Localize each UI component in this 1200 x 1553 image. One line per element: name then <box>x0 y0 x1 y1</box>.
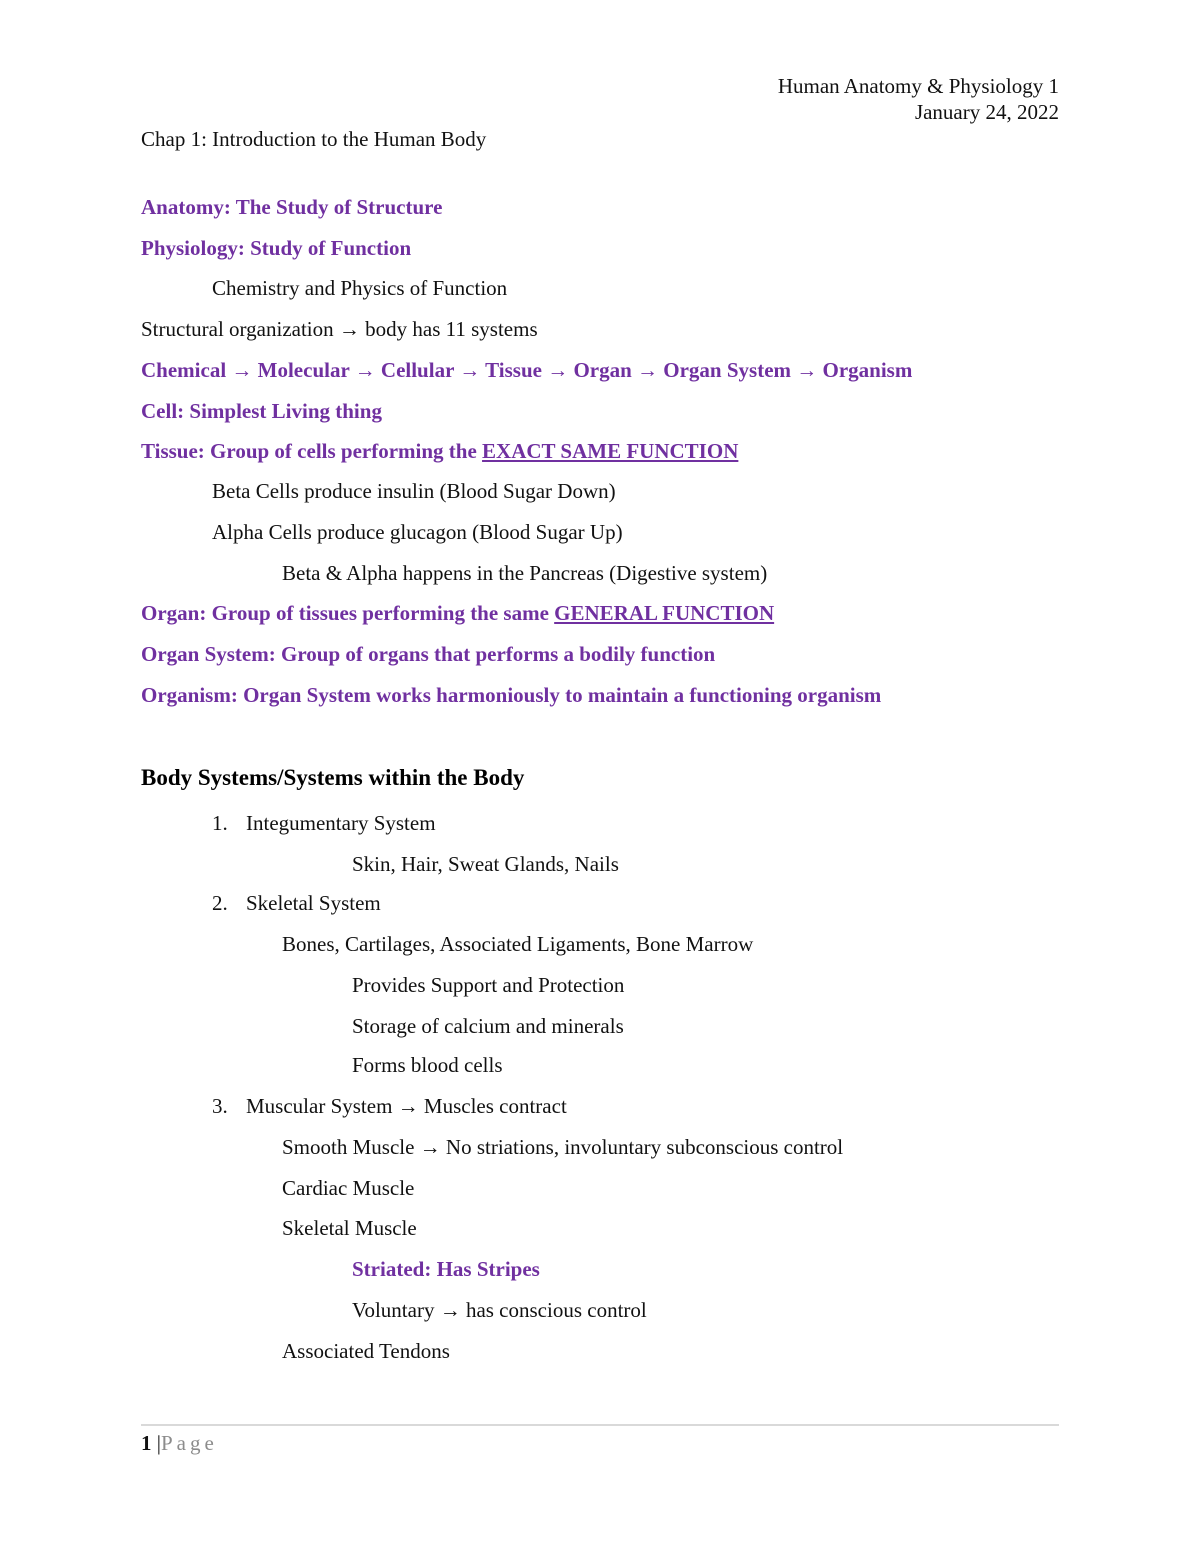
organ-definition <box>141 600 774 626</box>
footer-divider <box>141 1424 1059 1426</box>
tissue-definition <box>141 438 738 464</box>
footer-separator: | <box>156 1431 161 1455</box>
list-subitem: Smooth Muscle → No striations, involuntary subconscious control <box>282 1135 844 1159</box>
beta-cells-note: Beta Cells produce insulin (Blood Sugar Down) <box>212 479 616 503</box>
list-subitem: Associated Tendons <box>282 1339 450 1363</box>
list-subitem: Voluntary → has conscious control <box>352 1298 647 1322</box>
page-label: Page <box>160 1431 218 1455</box>
list-title: Integumentary System <box>246 811 436 835</box>
tissue-emphasis: EXACT SAME FUNCTION <box>482 439 739 463</box>
list-subitem: Provides Support and Protection <box>352 973 625 997</box>
organization-levels: Chemical → Molecular → Cellular → Tissue → Organ → Organ System → Organism <box>141 358 913 382</box>
header-date: January 24, 2022 <box>914 100 1059 124</box>
list-subitem: Forms blood cells <box>352 1053 503 1077</box>
cell-definition: Cell: Simplest Living thing <box>141 399 382 423</box>
systems-heading: Body Systems/Systems within the Body <box>141 765 525 790</box>
page-number: 1 <box>141 1431 152 1455</box>
list-title: Muscular System → Muscles contract <box>246 1094 567 1118</box>
list-number: 2. <box>212 891 228 915</box>
physiology-definition: Physiology: Study of Function <box>141 236 412 260</box>
list-subitem: Skin, Hair, Sweat Glands, Nails <box>352 852 619 876</box>
list-title: Skeletal System <box>246 891 381 915</box>
chem-phys-note: Chemistry and Physics of Function <box>212 276 508 300</box>
list-subitem: Storage of calcium and minerals <box>352 1014 624 1038</box>
organ-system-definition: Organ System: Group of organs that performs a bodily function <box>141 642 716 666</box>
list-number: 3. <box>212 1094 228 1118</box>
pancreas-note: Beta & Alpha happens in the Pancreas (Digestive system) <box>282 561 768 585</box>
organism-definition: Organism: Organ System works harmoniously to maintain a functioning organism <box>141 683 882 707</box>
list-subitem: Bones, Cartilages, Associated Ligaments, Bone Marrow <box>282 932 754 956</box>
page-footer <box>141 1431 218 1456</box>
anatomy-definition: Anatomy: The Study of Structure <box>141 195 443 219</box>
list-subitem: Cardiac Muscle <box>282 1176 415 1200</box>
organ-emphasis: GENERAL FUNCTION <box>554 601 775 625</box>
alpha-cells-note: Alpha Cells produce glucagon (Blood Sugar Up) <box>212 520 623 544</box>
header-course: Human Anatomy & Physiology 1 <box>777 74 1059 98</box>
tissue-text: Tissue: Group of cells performing the <box>141 439 483 463</box>
organ-text: Organ: Group of tissues performing the same <box>141 601 555 625</box>
structural-organization: Structural organization → body has 11 systems <box>141 317 538 341</box>
list-subitem: Skeletal Muscle <box>282 1216 417 1240</box>
list-subitem-highlight: Striated: Has Stripes <box>352 1257 540 1281</box>
list-number: 1. <box>212 811 228 835</box>
chapter-title: Chap 1: Introduction to the Human Body <box>141 127 487 151</box>
